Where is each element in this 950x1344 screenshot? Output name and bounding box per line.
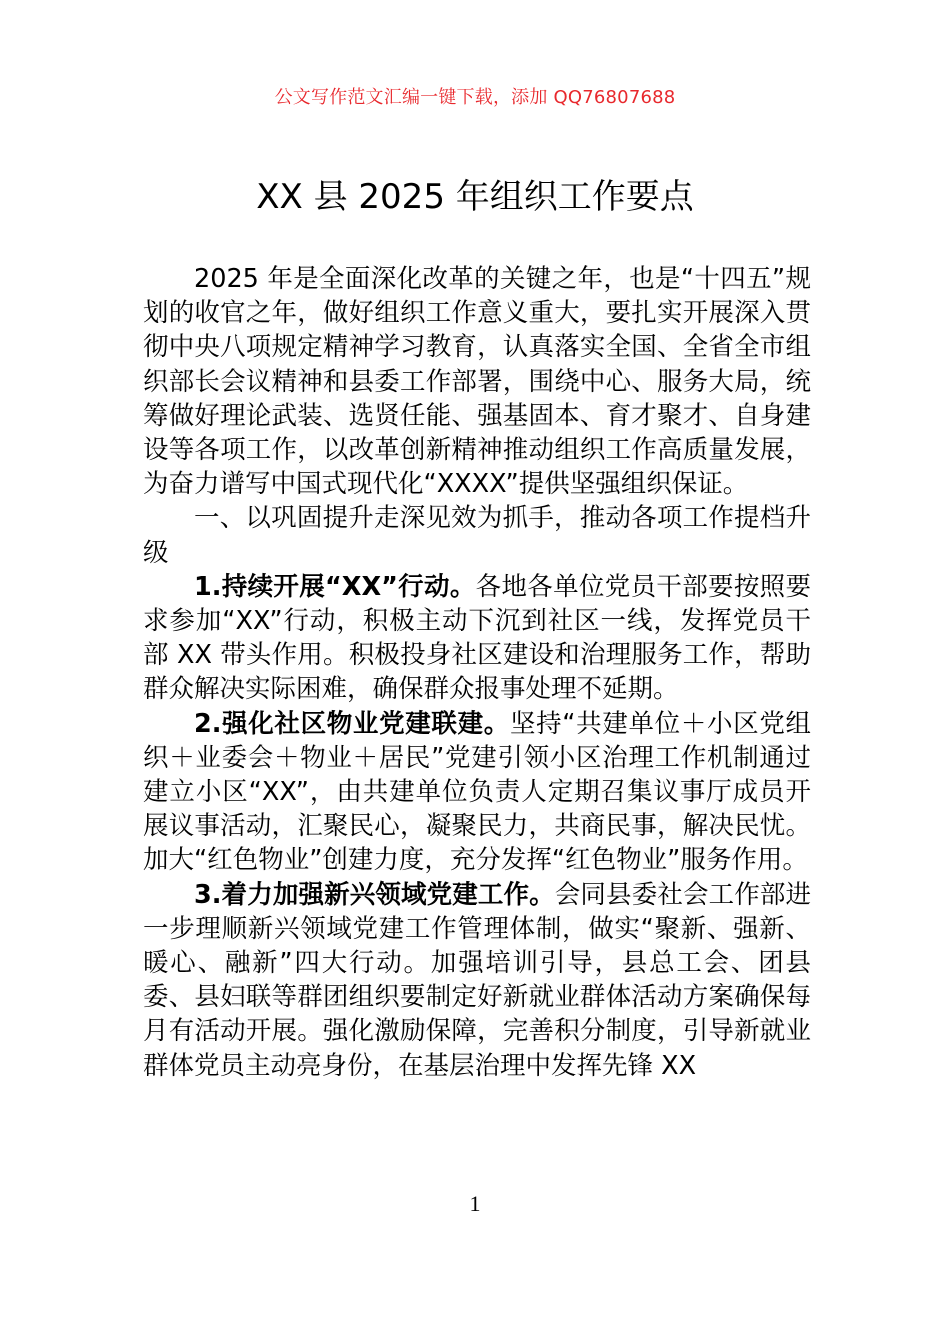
promo-header-note: 公文写作范文汇编一键下载，添加 QQ76807688 xyxy=(274,87,676,108)
item-lead-heading: 1.持续开展“XX”行动。 xyxy=(194,571,476,602)
paragraph-text: 会同县委社会工作部进一步理顺新兴领域党建工作管理体制，做实“聚新、强新、暖心、融新”四大行动。加强培训引导，县总工会、团县委、县妇联等群团组织要制定好新就业群体活动方案确保每月有活动开展。强化激励保障，完善积分制度，引导新就业群体党员主动亮身份，在基层治理中发挥先锋 XX xyxy=(143,879,811,1081)
item-paragraph-3 xyxy=(143,878,811,1083)
section-heading-text: 一、以巩固提升走深见效为抓手，推动各项工作提档升级 xyxy=(143,503,811,568)
paragraph-text: 坚持“共建单位＋小区党组织＋业委会＋物业＋居民”党建引领小区治理工作机制通过建立小区“XX”，由共建单位负责人定期召集议事厅成员开展议事活动，汇聚民心，凝聚民力，共商民事，解决民忧。加大“红色物业”创建力度，充分发挥“红色物业”服务作用。 xyxy=(143,708,811,876)
intro-paragraph xyxy=(143,262,811,501)
paragraph-text: 2025 年是全面深化改革的关键之年，也是“十四五”规划的收官之年，做好组织工作意义重大，要扎实开展深入贯彻中央八项规定精神学习教育，认真落实全国、全省全市组织部长会议精神和县委工作部署，围绕中心、服务大局，统筹做好理论武装、选贤任能、强基固本、育才聚才、自身建设等各项工作，以改革创新精神推动组织工作高质量发展，为奋力谱写中国式现代化“XXXX”提供坚强组织保证。 xyxy=(143,264,811,500)
document-title: XX 县 2025 年组织工作要点 xyxy=(256,177,694,217)
item-paragraph-1 xyxy=(143,570,811,707)
item-lead-heading: 2.强化社区物业党建联建。 xyxy=(194,708,510,739)
page-number: 1 xyxy=(469,1191,481,1216)
item-lead-heading: 3.着力加强新兴领域党建工作。 xyxy=(194,879,555,910)
section-heading-1 xyxy=(143,501,811,569)
document-body xyxy=(143,262,811,1083)
paragraph-text: 各地各单位党员干部要按照要求参加“XX”行动，积极主动下沉到社区一线，发挥党员干部 XX 带头作用。积极投身社区建设和治理服务工作，帮助群众解决实际困难，确保群众报事处理不延期。 xyxy=(143,571,811,705)
item-paragraph-2 xyxy=(143,707,811,878)
